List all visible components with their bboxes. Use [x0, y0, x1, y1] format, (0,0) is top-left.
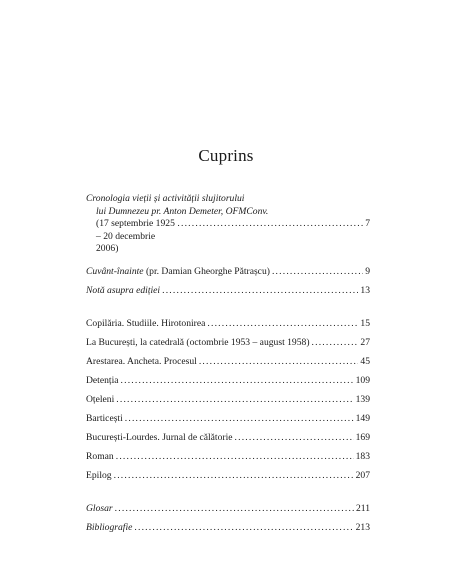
dot-leader [162, 281, 358, 300]
toc-entry-chapter [86, 409, 370, 428]
toc-page-number: 7 [365, 218, 370, 229]
toc-entry-chapter [86, 428, 370, 447]
toc-page-number: 13 [360, 284, 370, 296]
chronology-dates: (17 septembrie 1925 – 20 decembrie 2006) [96, 218, 175, 254]
bibliography-title: Bibliografie [86, 521, 133, 533]
toc-entry-edition-note [86, 281, 370, 300]
dot-leader [207, 314, 358, 333]
toc-page-number: 213 [355, 521, 370, 533]
dot-leader [272, 262, 363, 281]
foreword-author: (pr. Damian Gheorghe Pătrașcu) [143, 265, 270, 277]
page-title: Cuprins [198, 146, 254, 165]
toc-entry-chapter [86, 352, 370, 371]
toc-entry-chapter [86, 390, 370, 409]
edition-note-title: Notă asupra ediției [86, 284, 161, 296]
toc-page-number: 169 [355, 431, 370, 443]
toc-page-number: 207 [355, 469, 370, 481]
dot-leader [116, 447, 354, 466]
toc-entry-chronology [86, 193, 370, 256]
glossary-title: Glosar [86, 502, 113, 514]
table-of-contents [86, 193, 370, 537]
toc-page-number: 183 [355, 450, 370, 462]
dot-leader [116, 390, 353, 409]
dot-leader [115, 499, 354, 518]
back-matter-section [86, 499, 370, 537]
toc-page-number: 109 [355, 374, 370, 386]
dot-leader [235, 428, 354, 447]
toc-entry-chapter [86, 314, 370, 333]
toc-page-number: 45 [360, 355, 370, 367]
dot-leader [134, 518, 353, 537]
toc-entry-bibliography [86, 518, 370, 537]
chapter-title: Epilog [86, 469, 112, 481]
front-matter-section [86, 193, 370, 300]
toc-page-number: 149 [355, 412, 370, 424]
toc-page-number: 9 [365, 265, 370, 277]
toc-page-number: 139 [355, 393, 370, 405]
toc-page-number: 27 [360, 336, 370, 348]
chapter-title: Copilăria. Studiile. Hirotonirea [86, 317, 206, 329]
dot-leader [199, 352, 359, 371]
dot-leader [121, 371, 354, 390]
dot-leader [125, 409, 354, 428]
toc-entry-chapter [86, 447, 370, 466]
toc-entry-chapter [86, 371, 370, 390]
dot-leader [177, 218, 363, 231]
chapter-title: Roman [86, 450, 114, 462]
dot-leader [312, 333, 359, 352]
toc-entry-glossary [86, 499, 370, 518]
chapter-title: Barticești [86, 412, 123, 424]
chapter-title: Oțeleni [86, 393, 115, 405]
chapter-title: București-Lourdes. Jurnal de călătorie [86, 431, 233, 443]
toc-entry-foreword [86, 262, 370, 281]
chronology-title-line-2: lui Dumnezeu pr. Anton Demeter, OFMConv. [96, 205, 269, 217]
chapter-title: Arestarea. Ancheta. Procesul [86, 355, 197, 367]
chapter-title: La București, la catedrală (octombrie 1953 – august 1958) [86, 336, 310, 348]
toc-entry-chapter [86, 333, 370, 352]
dot-leader [114, 466, 354, 485]
chapter-title: Detenția [86, 374, 119, 386]
chapters-section [86, 314, 370, 485]
chronology-title-line-1: Cronologia vieții și activității slujitorului [86, 193, 245, 204]
foreword-title: Cuvânt-înainte [86, 265, 144, 277]
toc-entry-chapter [86, 466, 370, 485]
toc-page-number: 211 [355, 502, 370, 514]
toc-page-number: 15 [360, 317, 370, 329]
